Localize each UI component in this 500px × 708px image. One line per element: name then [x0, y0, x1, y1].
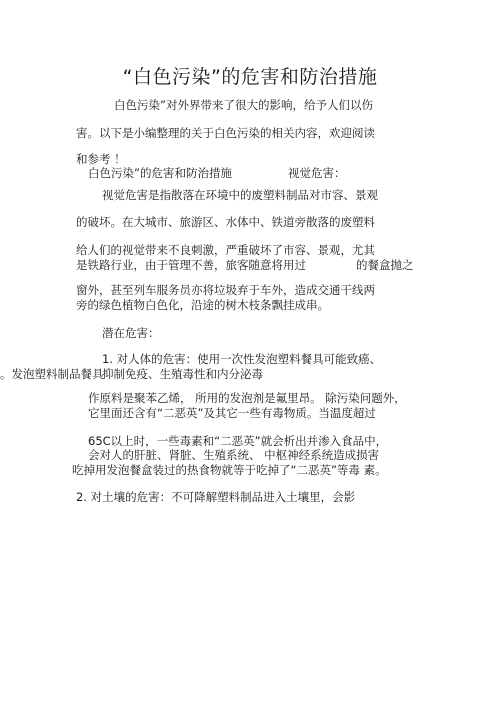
paragraph-line: 会对人的肝脏、肾脏、生殖系统、 中枢神经系统造成损害	[88, 448, 380, 462]
paragraph-line: 作原料是聚苯乙烯， 所用的发泡剂是氟里昂。 除污染问题外，	[88, 391, 406, 405]
paragraph-line: 害。以下是小编整理的关于白色污染的相关内容，欢迎阅读	[76, 126, 375, 140]
paragraph-line: 旁的绿色植物白色化，沿途的树木枝条飘挂成串。	[76, 298, 329, 312]
paragraph-line: 65C以上时，一些毒素和“二恶英”就会析出并渗入食品中，	[88, 434, 388, 448]
paragraph-line: 给人们的视觉带来不良刺激，严重破坏了市容、景观，尤其	[76, 243, 375, 257]
paragraph-line: 白色污染”的危害和防治措施	[88, 166, 232, 180]
paragraph-line: 。发泡塑料制品餐具	[0, 367, 104, 381]
paragraph-line: 1. 对人体的危害：使用一次性发泡塑料餐具可能致癌、	[102, 352, 382, 366]
paragraph-line: 它里面还含有“二恶英”及其它一些有毒物质。当温度超过	[88, 406, 376, 420]
paragraph-line: 是铁路行业，由于管理不善，旅客随意将用过	[76, 258, 306, 272]
paragraph-line: 的破坏。在大城市、旅游区、水体中、铁道旁散落的废塑料	[76, 215, 375, 229]
paragraph-line: 抑制免疫、生殖毒性和内分泌毒	[102, 367, 263, 381]
paragraph-line: 窗外，甚至列车服务员亦将垃圾弃于车外，造成交通干线两	[76, 283, 375, 297]
paragraph-line: 和参考 ！	[76, 152, 126, 166]
paragraph-line: 2. 对土壤的危害：不可降解塑料制品进入土壤里，会影	[76, 490, 356, 504]
paragraph-line: 白色污染”对外界带来了很大的影响，给予人们以伤	[114, 98, 373, 112]
paragraph-line: 潜在危害：	[102, 326, 160, 340]
paragraph-line: 吃掉用发泡餐盒装过的热食物就等于吃掉了“二恶英”等毒 素。	[72, 463, 387, 477]
paragraph-line: 视觉危害是指散落在环境中的废塑料制品对市容、景观	[102, 188, 378, 202]
document-title: “白色污染”的危害和防治措施	[122, 66, 378, 88]
paragraph-line: 的餐盒抛之	[356, 258, 414, 272]
paragraph-line: 视觉危害：	[288, 166, 346, 180]
